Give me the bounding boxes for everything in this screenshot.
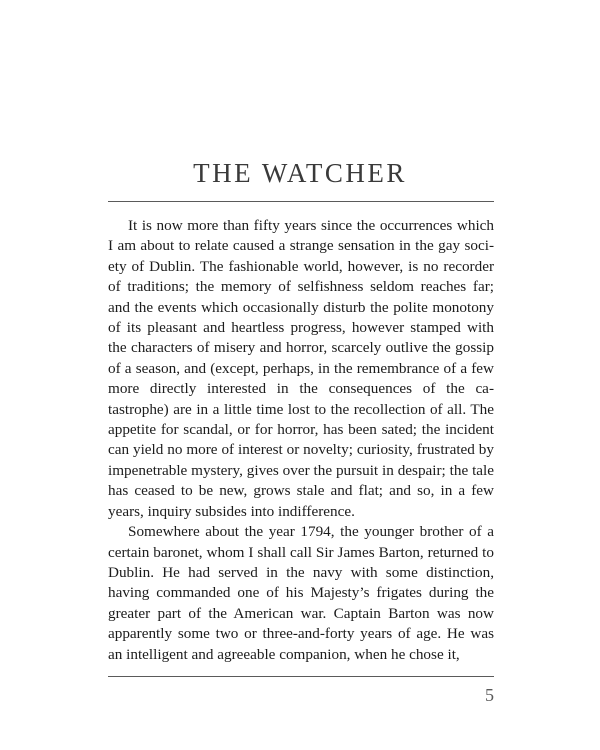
footer-rule (108, 676, 494, 677)
chapter-title: THE WATCHER (193, 158, 407, 188)
title-rule (108, 201, 494, 202)
body-text (108, 216, 494, 665)
paragraph: Somewhere about the year 1794, the younger brother of a certain baronet, whom I shall call Sir James Barton, returned to Dublin. He had served in the navy with some distinction, having commanded one of his Majesty’s frigates during the greater part of the American war. Captain Barton was now apparently some two or three-and-forty years of age. He was an intelligent and agreeable companion, when he chose it, (108, 523, 494, 663)
paragraph: It is now more than fifty years since the occurrences which I am about to relate caused a strange sensation in the gay society of Dublin. The fashionable world, however, is no recorder of traditions; the memory of selfishness seldom reaches far; and the events which occasionally disturb the polite monotony of its pleasant and heartless progress, however stamped with the characters of misery and horror, scarcely outlive the gossip of a season, and (except, perhaps, in the remembrance of a few more directly interested in the consequences of the catastrophe) are in a little time lost to the recollection of all. The appetite for scandal, or for horror, has been sated; the incident can yield no more of interest or novelty; curiosity, frustrated by impenetrable mystery, gives over the pursuit in despair; the tale has ceased to be new, grows stale and flat; and so, in a few years, inquiry subsides into indifference. (108, 217, 494, 520)
page-number: 5 (485, 685, 494, 705)
